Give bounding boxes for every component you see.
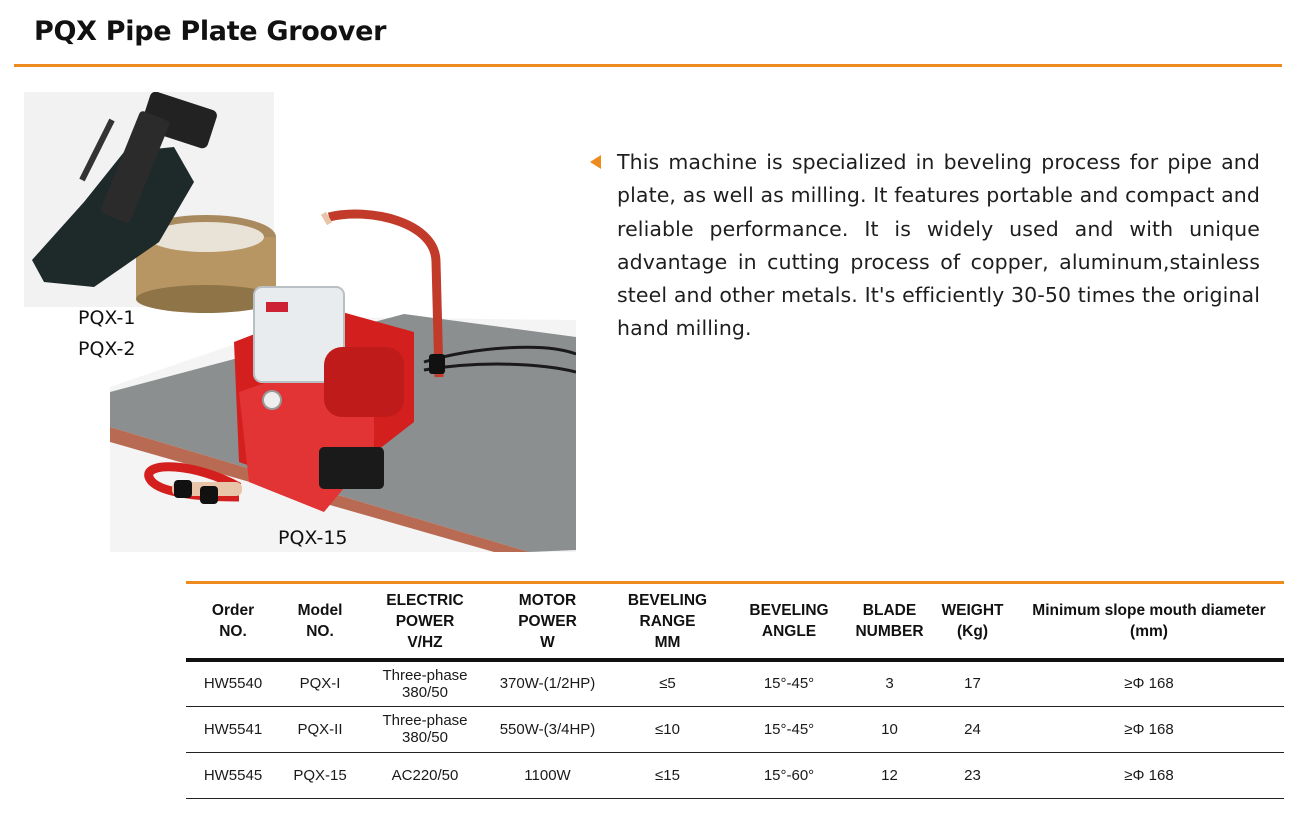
cell-order-no: HW5540 bbox=[186, 660, 280, 706]
cell-beveling-range: ≤5 bbox=[605, 660, 730, 706]
cell-weight: 17 bbox=[931, 660, 1014, 706]
bullet-arrow-icon bbox=[590, 155, 601, 169]
cell-weight: 24 bbox=[931, 706, 1014, 752]
header-electric-power: ELECTRIC POWER V/HZ bbox=[360, 584, 490, 660]
cell-beveling-range: ≤10 bbox=[605, 706, 730, 752]
cell-order-no: HW5545 bbox=[186, 752, 280, 798]
table-row bbox=[186, 752, 1284, 798]
handle-cap bbox=[174, 480, 192, 498]
cell-min-diameter: ≥Φ 168 bbox=[1014, 660, 1284, 706]
cell-blade-number: 10 bbox=[848, 706, 931, 752]
header-weight: WEIGHT (Kg) bbox=[931, 584, 1014, 660]
cell-order-no: HW5541 bbox=[186, 706, 280, 752]
table-header-row bbox=[186, 584, 1284, 660]
header-blade-number: BLADE NUMBER bbox=[848, 584, 931, 660]
rear-grip bbox=[324, 217, 329, 220]
cell-electric-power: AC220/50 bbox=[360, 752, 490, 798]
cell-min-diameter: ≥Φ 168 bbox=[1014, 706, 1284, 752]
header-motor-power: MOTOR POWER W bbox=[490, 584, 605, 660]
cell-motor-power: 1100W bbox=[490, 752, 605, 798]
title-divider bbox=[14, 64, 1282, 67]
header-beveling-range: BEVELING RANGE MM bbox=[605, 584, 730, 660]
depth-knob bbox=[263, 391, 281, 409]
cell-motor-power: 370W-(1/2HP) bbox=[490, 660, 605, 706]
header-min-slope-diameter: Minimum slope mouth diameter (mm) bbox=[1014, 584, 1284, 660]
cell-beveling-angle: 15°-45° bbox=[730, 706, 848, 752]
cell-motor-power: 550W-(3/4HP) bbox=[490, 706, 605, 752]
cell-electric-power: Three-phase 380/50 bbox=[360, 706, 490, 752]
image-label-pqx-2: PQX-2 bbox=[78, 338, 136, 360]
cell-weight: 23 bbox=[931, 752, 1014, 798]
spec-table-container bbox=[186, 581, 1284, 799]
cell-beveling-range: ≤15 bbox=[605, 752, 730, 798]
cell-beveling-angle: 15°-60° bbox=[730, 752, 848, 798]
header-order-no: Order NO. bbox=[186, 584, 280, 660]
handle-cap-2 bbox=[200, 486, 218, 504]
image-label-pqx-1: PQX-1 bbox=[78, 307, 136, 329]
cell-model-no: PQX-II bbox=[280, 706, 360, 752]
cell-electric-power: Three-phase 380/50 bbox=[360, 660, 490, 706]
switch-indicator bbox=[266, 302, 288, 312]
cell-beveling-angle: 15°-45° bbox=[730, 660, 848, 706]
rear-handle-foot bbox=[429, 354, 445, 374]
spec-table bbox=[186, 584, 1284, 799]
cell-model-no: PQX-15 bbox=[280, 752, 360, 798]
cutter-head bbox=[319, 447, 384, 489]
cell-model-no: PQX-I bbox=[280, 660, 360, 706]
page-title: PQX Pipe Plate Groover bbox=[34, 16, 387, 47]
table-row bbox=[186, 660, 1284, 706]
table-row bbox=[186, 706, 1284, 752]
image-label-pqx-15: PQX-15 bbox=[278, 527, 348, 549]
header-model-no: Model NO. bbox=[280, 584, 360, 660]
description-text: This machine is specialized in beveling process for pipe and plate, as well as milling. It features portable and compact and reliable performance. It is widely used and with unique advantage in cutting process of copper, aluminum,stainless steel and other metals. It's efficiently 30-50 times the original hand milling. bbox=[617, 150, 1260, 341]
description-block bbox=[590, 146, 1260, 346]
cell-blade-number: 12 bbox=[848, 752, 931, 798]
cell-blade-number: 3 bbox=[848, 660, 931, 706]
motor-housing bbox=[324, 347, 404, 417]
header-beveling-angle: BEVELING ANGLE bbox=[730, 584, 848, 660]
cell-min-diameter: ≥Φ 168 bbox=[1014, 752, 1284, 798]
